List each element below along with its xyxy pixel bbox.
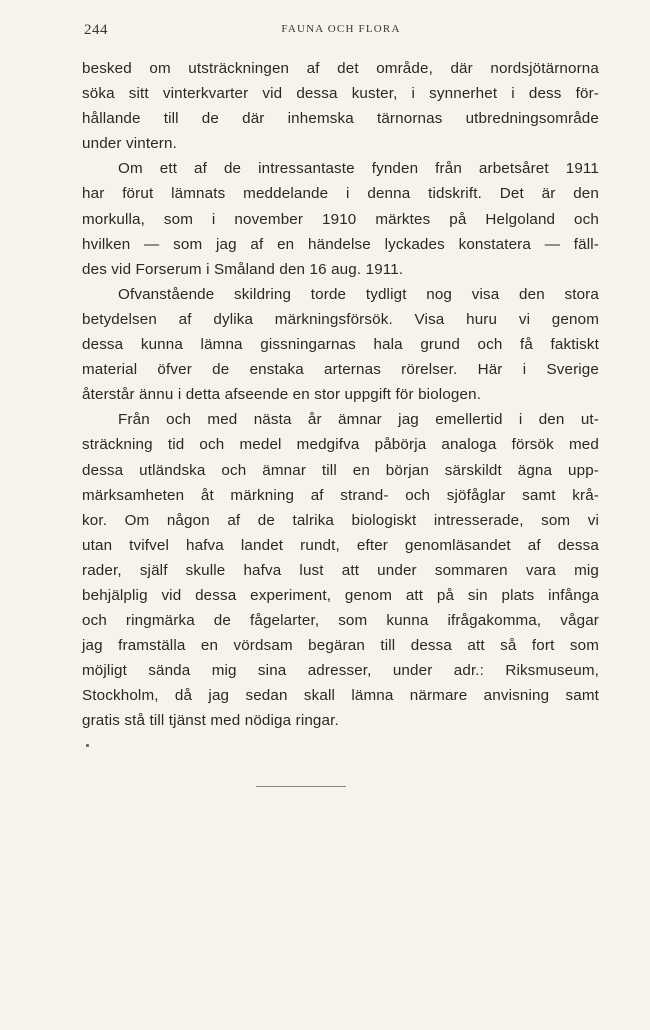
text-line: utan tvifvel hafva landet rundt, efter genomläsandet af dessa: [82, 536, 599, 554]
text-line: under vintern.: [82, 135, 177, 153]
text-line: jag framställa en vördsam begäran till dessa att så fort som: [82, 637, 599, 655]
ink-speck: [86, 744, 89, 747]
section-end-rule: [256, 786, 346, 787]
text-line: betydelsen af dylika märkningsförsök. Visa huru vi genom: [82, 310, 599, 328]
text-line: hållande till de där inhemska tärnornas utbredningsområde: [82, 110, 599, 128]
text-line: märksamheten åt märkning af strand- och sjöfåglar samt krå-: [82, 486, 599, 504]
text-line: Om ett af de intressantaste fynden från arbetsåret 1911: [118, 160, 599, 178]
paragraph: [82, 407, 599, 733]
page-header: [84, 22, 598, 42]
paragraph: [82, 56, 599, 156]
page-number: 244: [84, 22, 108, 38]
text-line: material öfver de enstaka arternas rörelser. Här i Sverige: [82, 361, 599, 379]
running-title: FAUNA OCH FLORA: [281, 23, 401, 35]
text-line: des vid Forserum i Småland den 16 aug. 1911.: [82, 260, 404, 278]
text-line: hvilken — som jag af en händelse lyckades konstatera — fäll-: [82, 235, 599, 253]
body-text: [82, 56, 599, 734]
text-line: kor. Om någon af de talrika biologiskt intresserade, som vi: [82, 511, 599, 529]
text-line: återstår ännu i detta afseende en stor uppgift för biologen.: [82, 386, 482, 404]
text-line: dessa utländska och ämnar till en början särskildt ägna upp-: [82, 461, 599, 479]
text-line: gratis stå till tjänst med nödiga ringar.: [82, 712, 339, 730]
paragraph: [82, 156, 599, 281]
text-line: söka sitt vinterkvarter vid dessa kuster, i synnerhet i dess för-: [82, 85, 599, 103]
text-line: möjligt sända mig sina adresser, under adr.: Riksmuseum,: [82, 662, 599, 680]
text-line: rader, själf skulle hafva lust att under sommaren vara mig: [82, 561, 599, 579]
paragraph: [82, 282, 599, 407]
text-line: behjälplig vid dessa experiment, genom att på sin plats infånga: [82, 586, 599, 604]
text-line: Ofvanstående skildring torde tydligt nog visa den stora: [118, 285, 599, 303]
text-line: och ringmärka de fågelarter, som kunna ifrågakomma, vågar: [82, 612, 599, 630]
text-line: dessa kunna lämna gissningarnas hala grund och få faktiskt: [82, 336, 599, 354]
text-line: har förut lämnats meddelande i denna tidskrift. Det är den: [82, 185, 599, 203]
text-line: Från och med nästa år ämnar jag emellertid i den ut-: [118, 411, 599, 429]
text-line: besked om utsträckningen af det område, där nordsjötärnorna: [82, 60, 599, 77]
text-line: Stockholm, då jag sedan skall lämna närmare anvisning samt: [82, 687, 599, 705]
text-line: morkulla, som i november 1910 märktes på Helgoland och: [82, 210, 599, 228]
text-line: sträckning tid och medel medgifva påbörja analoga försök med: [82, 436, 599, 454]
